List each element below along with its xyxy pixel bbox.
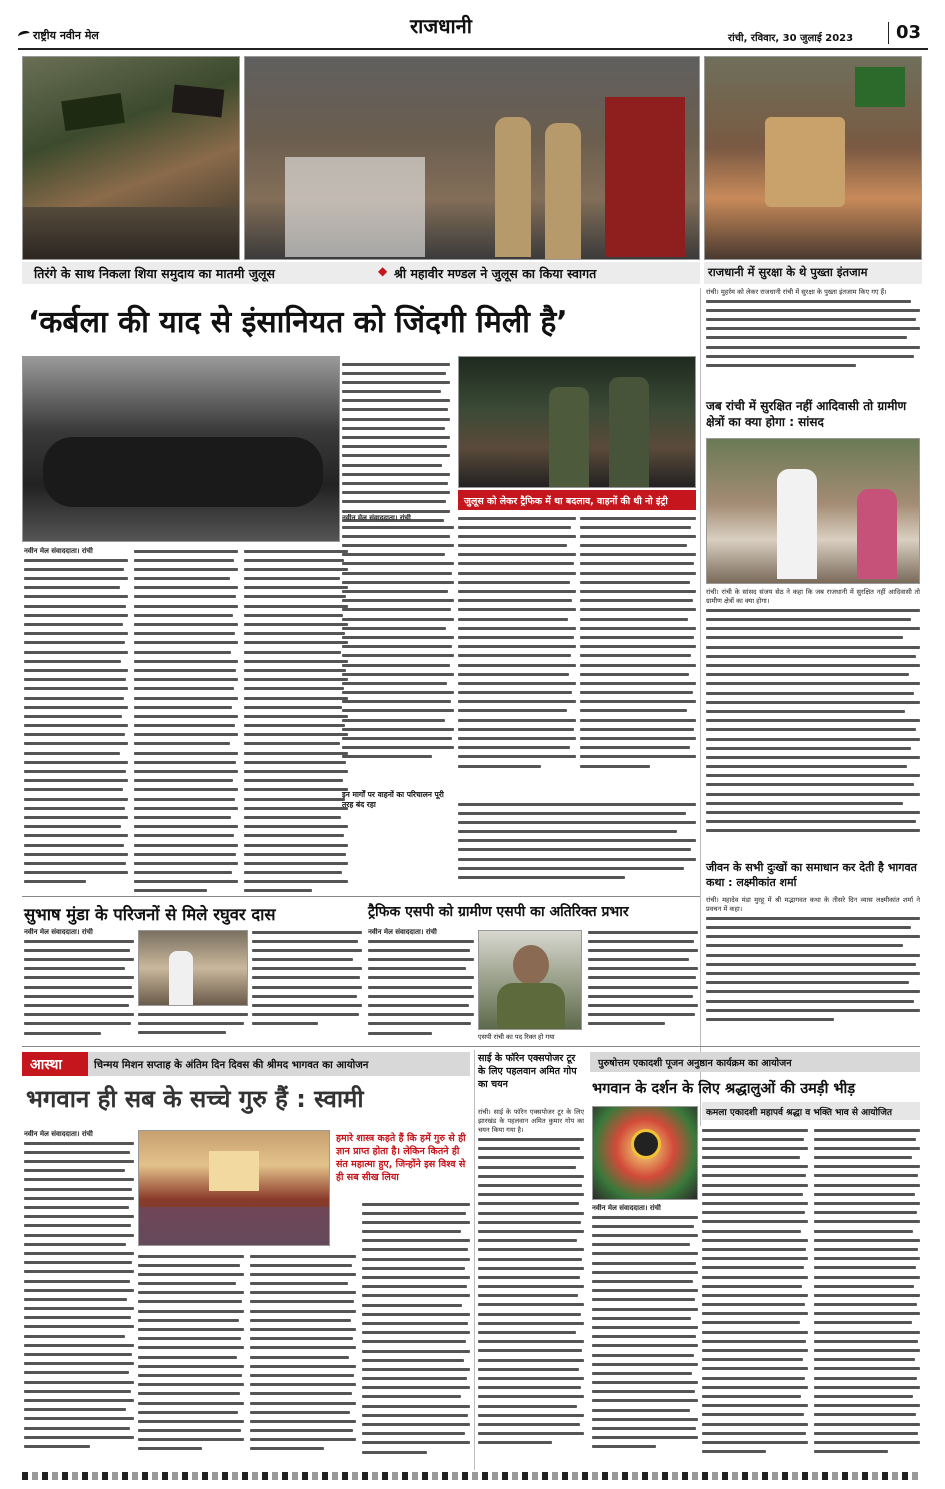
section-title: राजधानी (410, 14, 472, 38)
main-story-col-3 (244, 547, 348, 945)
sports-col: रांची। साई के फॉरेन एक्सपोजर टूर के लिए झारखंड के पहलवान अमित कुमार गोप का चयन किया गया है। (478, 1108, 584, 1466)
raghuvar-col-2 (138, 1010, 248, 1044)
traffic-col-2 (458, 514, 576, 796)
traffic-box-caption: जुलूस को लेकर ट्रैफिक में था बदलाव, वाहनों की थी नो इंट्री (458, 490, 696, 510)
sidebar-security-text: रांची। मुहर्रम को लेकर राजधानी रांची में सुरक्षा के पुख्ता इंतजाम किए गए हैं। (706, 288, 920, 394)
bhagwat-headline: जीवन के सभी दुःखों का समाधान कर देती है भागवत कथा : लक्ष्मीकांत शर्मा (706, 861, 917, 889)
traffic-sp-photo-caption: एसपी रांची का पद रिक्त हो गया (478, 1033, 555, 1041)
page-number: 03 (896, 22, 922, 43)
photo-mourning-crowd (22, 356, 340, 542)
main-story-col-1: नवीन मेल संवाददाता। रांची (24, 547, 128, 945)
traffic-col-1: नवीन मेल संवाददाता। रांची (342, 514, 454, 786)
photo-caption: तिरंगे के साथ निकला शिया समुदाय का मातमी जुलूस (34, 266, 275, 281)
ekadashi-col-3 (814, 1126, 920, 1466)
masthead (0, 0, 945, 50)
main-story-col-2 (134, 547, 238, 945)
astha-col-3 (250, 1252, 356, 1466)
diamond-icon: ◆ (378, 264, 388, 278)
photo-caption-secondary: श्री महावीर मण्डल ने जुलूस का किया स्वागत (394, 266, 597, 281)
bhagwat-text: रांची। महादेव मंडा मुरहू में श्री मद्भागवत कथा के तीसरे दिन व्यास लक्ष्मीकांत शर्मा ने प्रवचन में कहा। (706, 896, 920, 1036)
astha-pullquote: हमारे शास्त्र कहते हैं कि हमें गुरु से ही ज्ञान प्राप्त होता है। लेकिन कितने ही संत महात्मा हुए, जिन्होंने इस विश्व से ही सब सीख लिया (336, 1133, 466, 1183)
raghuvar-headline: सुभाष मुंडा के परिजनों से मिले रघुवर दास (24, 905, 276, 924)
traffic-sp-headline: ट्रैफिक एसपी को ग्रामीण एसपी का अतिरिक्त प्रभार (368, 904, 629, 920)
ekadashi-col-2 (702, 1126, 808, 1466)
photo-traffic-sp (478, 930, 582, 1030)
bird-icon (17, 30, 31, 41)
traffic-subhead: इन मार्गों पर वाहनों का परिचालन पूरी तरह बंद रहा (342, 790, 444, 809)
photo-chinmaya-mission (138, 1130, 330, 1246)
photo-raghuvar-family (138, 930, 248, 1006)
sidebar-caption-band: राजधानी में सुरक्षा के थे पुख्ता इंतजाम (704, 262, 922, 284)
photo-sanjay-seth (706, 438, 920, 584)
raghuvar-col-3 (252, 928, 362, 1042)
traffic-sp-col-1: नवीन मेल संवाददाता। रांची (368, 928, 474, 1042)
sports-headline: साई के फॉरेन एक्सपोजर टूर के लिए पहलवान अमित गोप का चयन (478, 1053, 577, 1090)
photo-procession-flags (22, 56, 240, 260)
astha-col-2 (138, 1252, 244, 1466)
photo-security-crowd (704, 56, 922, 260)
photo-police-night (458, 356, 696, 488)
main-headline: ‘कर्बला की याद से इंसानियत को जिंदगी मिली है’ (28, 305, 568, 340)
ekadashi-kicker: पुरुषोत्तम एकादशी पूजन अनुष्ठान कार्यक्रम का आयोजन (598, 1058, 792, 1069)
ekadashi-kicker-bar (590, 1052, 920, 1072)
photo-khatu-shyam (592, 1106, 698, 1200)
dateline: रांची, रविवार, 30 जुलाई 2023 (728, 33, 854, 44)
astha-tag: आस्था (22, 1052, 88, 1076)
traffic-sp-col-2 (588, 928, 698, 1042)
astha-kicker-bar (22, 1052, 470, 1076)
astha-col-1: नवीन मेल संवाददाता। रांची (24, 1130, 134, 1466)
munda-text: रांची। रांची के सांसद संजय सेठ ने कहा कि जब राजधानी में सुरक्षित नहीं आदिवासी तो ग्रामीण क्षेत्रों का क्या होगा। (706, 588, 920, 834)
astha-kicker: चिन्मय मिशन सप्ताह के अंतिम दिन दिवस की श्रीमद भागवत का आयोजन (94, 1060, 369, 1071)
ekadashi-col-1: नवीन मेल संवाददाता। रांची (592, 1204, 698, 1466)
astha-headline: भगवान ही सब के सच्चे गुरु हैं : स्वामी (26, 1085, 364, 1113)
print-registration-bar (22, 1472, 920, 1480)
astha-col-4 (362, 1200, 470, 1466)
ekadashi-headline: भगवान के दर्शन के लिए श्रद्धालुओं की उमड़ी भीड़ (592, 1081, 856, 1097)
raghuvar-col-1: नवीन मेल संवाददाता। रांची (24, 928, 134, 1042)
photo-caption-band (22, 262, 700, 284)
brand-logo: राष्ट्रीय नवीन मेल (18, 28, 99, 43)
traffic-col-bottom (458, 800, 696, 890)
ekadashi-subhead-bar: कमला एकादशी महापर्व श्रद्धा व भक्ति भाव से आयोजित (702, 1102, 920, 1120)
traffic-col-3 (580, 514, 696, 796)
photo-police-welcome (244, 56, 700, 260)
munda-headline: जब रांची में सुरक्षित नहीं आदिवासी तो ग्रामीण क्षेत्रों का क्या होगा : सांसद (706, 399, 907, 429)
